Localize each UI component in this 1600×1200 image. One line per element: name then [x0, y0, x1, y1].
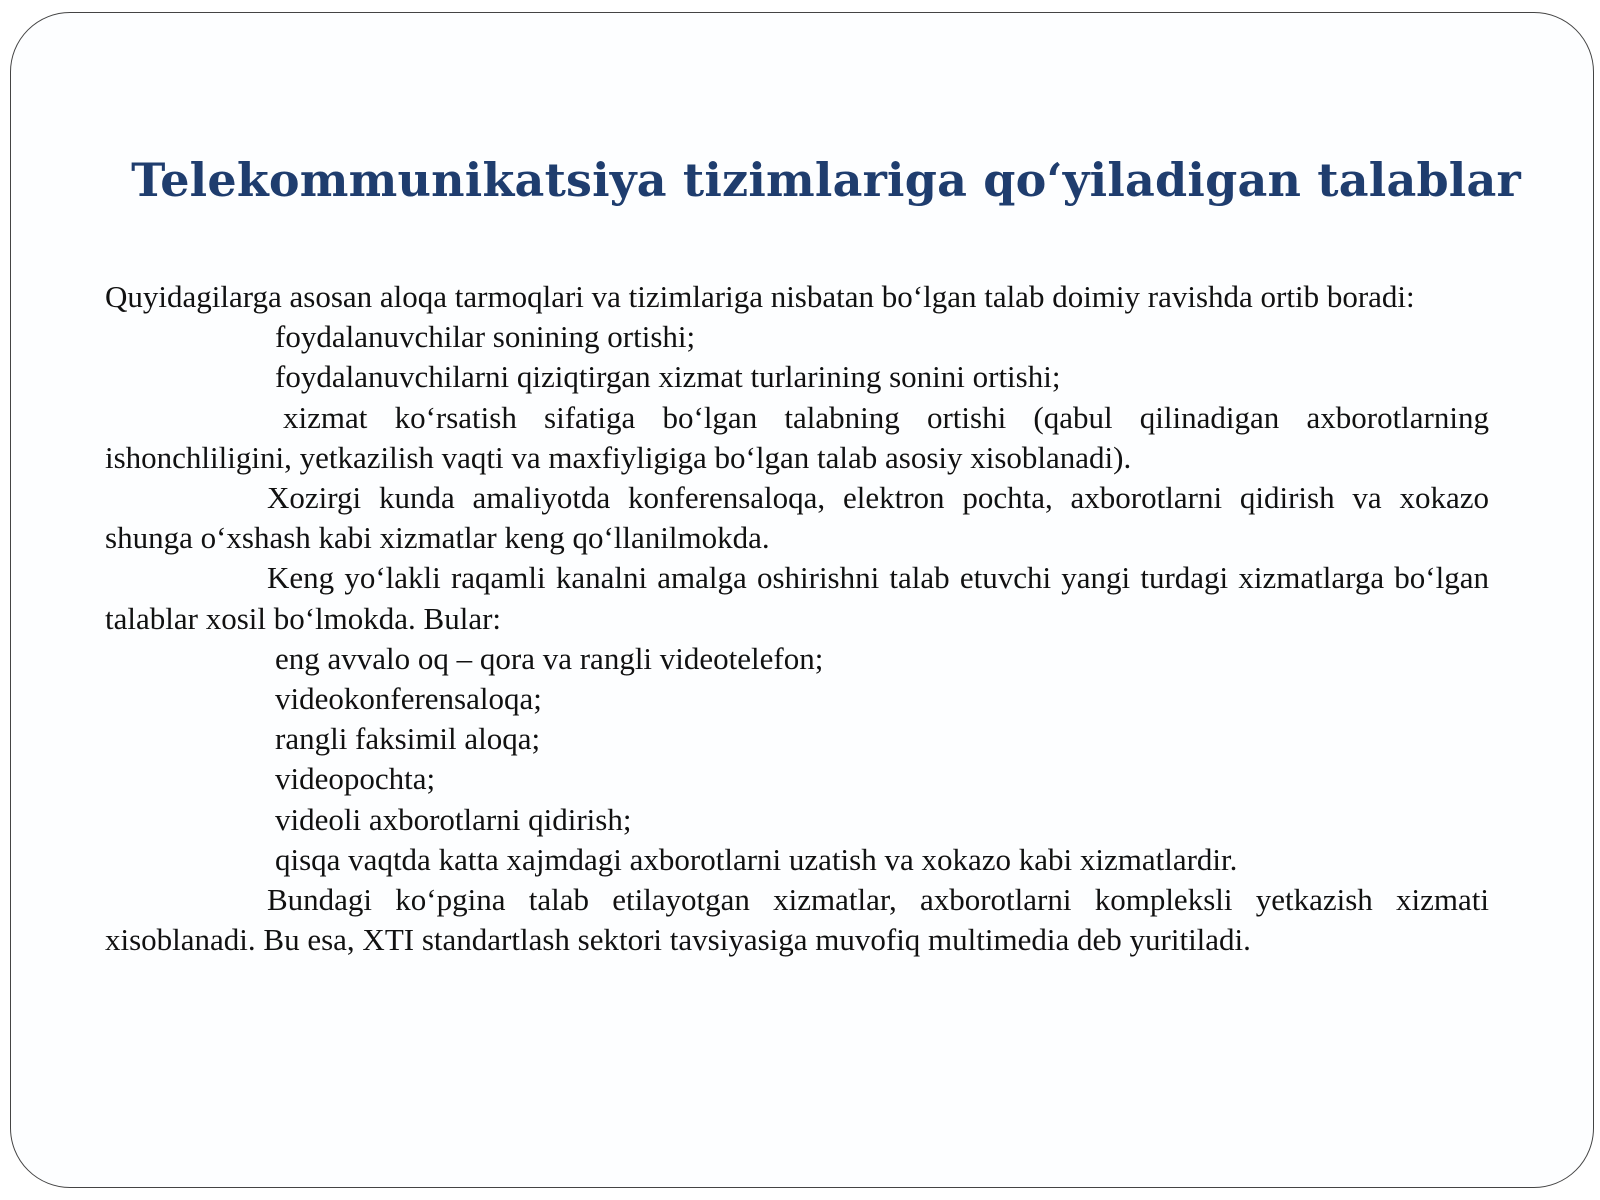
service-item-videomail: videopochta;: [275, 761, 436, 797]
list-item-service-quality: xizmat ko‘rsatish sifatiga bo‘lgan talabning ortishi (qabul qilinadigan axborotlarning ishonchliligini, yetkazilish vaqti va maxfiyligiga bo‘lgan talab asosiy xisoblanadi).: [105, 399, 1489, 475]
slide-frame: [10, 12, 1594, 1188]
paragraph-current-services: Xozirgi kunda amaliyotda konferensaloqa, elektron pochta, axborotlarni qidirish va xokazo shunga o‘xshash kabi xizmatlar keng qo‘llanilmokda.: [105, 480, 1489, 556]
service-item-videoconference: videokonferensaloqa;: [275, 681, 542, 717]
paragraph-multimedia: Bundagi ko‘pgina talab etilayotgan xizmatlar, axborotlarni kompleksli yetkazish xizmati xisoblanadi. Bu esa, XTI standartlash sektori tavsiyasiga muvofiq multimedia deb yuritiladi.: [105, 882, 1489, 958]
service-item-videophone: eng avvalo oq – qora va rangli videotelefon;: [275, 640, 824, 676]
paragraph-broadband-services: Keng yo‘lakli raqamli kanalni amalga oshirishni talab etuvchi yangi turdagi xizmatlarga bo‘lgan talablar xosil bo‘lmokda. Bular:: [105, 560, 1489, 636]
intro-paragraph: Quyidagilarga asosan aloqa tarmoqlari va tizimlariga nisbatan bo‘lgan talab doimiy ravishda ortib boradi:: [105, 279, 1415, 314]
list-item-service-types: foydalanuvchilarni qiziqtirgan xizmat turlarining sonini ortishi;: [275, 359, 1061, 395]
slide-title: Telekommunikatsiya tizimlariga qo‘yiladigan talablar: [131, 153, 1521, 207]
slide-body: [105, 277, 1489, 960]
service-item-bulk-transfer: qisqa vaqtda katta xajmdagi axborotlarni uzatish va xokazo kabi xizmatlardir.: [275, 841, 1238, 877]
service-item-video-search: videoli axborotlarni qidirish;: [275, 801, 632, 837]
list-item-users-growth: foydalanuvchilar sonining ortishi;: [275, 319, 696, 355]
service-item-fax: rangli faksimil aloqa;: [275, 721, 541, 757]
